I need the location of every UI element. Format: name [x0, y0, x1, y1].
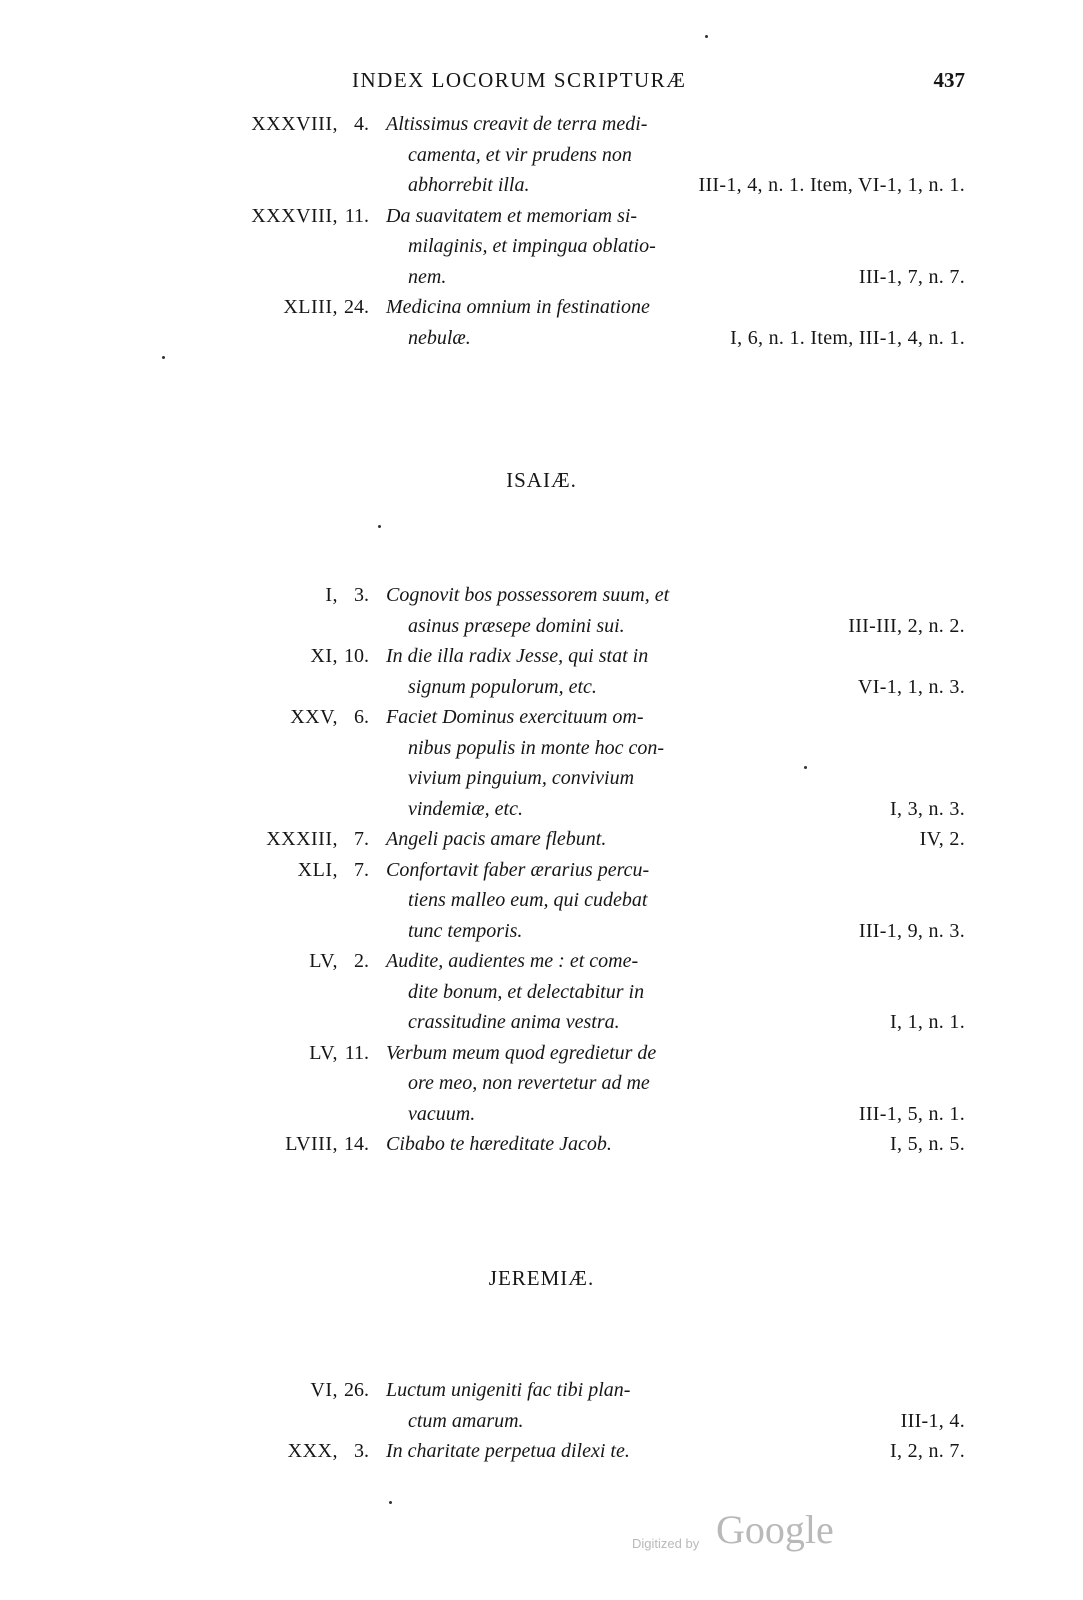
- entry-line: [0, 767, 1083, 798]
- quotation-text: milaginis, et impingua oblatio-: [408, 235, 656, 257]
- index-entry: [0, 1440, 1083, 1471]
- verse-number: 6.: [354, 706, 369, 728]
- index-entry: [0, 296, 1083, 357]
- watermark-small-text: Digitized by: [632, 1536, 700, 1551]
- entry-line: [0, 1379, 1083, 1410]
- index-entry: [0, 1379, 1083, 1440]
- running-header: [0, 68, 1083, 98]
- citation-reference: III-1, 7, n. 7.: [858, 265, 965, 288]
- quotation-text: camenta, et vir prudens non: [408, 143, 632, 166]
- scan-speck: [162, 356, 165, 359]
- quotation-text: Confortavit faber ærarius percu-: [386, 858, 650, 881]
- entry-line: [0, 174, 1083, 205]
- chapter-ref: LV,: [309, 950, 338, 972]
- entry-line: [0, 205, 1083, 236]
- chapter-ref: XXXIII,: [266, 828, 338, 850]
- chapter-ref: I,: [325, 584, 338, 606]
- quotation-text: Verbum meum quod egredietur de: [386, 1041, 657, 1064]
- verse-number: 4.: [354, 113, 369, 135]
- index-entry: [0, 645, 1083, 706]
- entry-line: [0, 981, 1083, 1012]
- citation-reference: IV, 2.: [919, 828, 965, 850]
- citation-reference: III-1, 4.: [900, 1409, 965, 1432]
- quotation-text: tiens malleo eum, qui cudebat: [408, 889, 648, 911]
- entry-line: [0, 615, 1083, 646]
- quotation-text: Da suavitatem et memoriam si-: [386, 204, 638, 227]
- section-heading: JEREMIÆ.: [488, 1266, 595, 1290]
- citation-reference: I, 3, n. 3.: [890, 797, 965, 820]
- quotation-text: nebulæ.: [408, 326, 471, 349]
- quotation-text: Faciet Dominus exercituum om-: [386, 706, 644, 728]
- entry-line: [0, 706, 1083, 737]
- verse-number: 11.: [344, 204, 369, 227]
- quotation-text: nem.: [408, 265, 447, 288]
- quotation-text: nibus populis in monte hoc con-: [408, 736, 665, 759]
- entry-line: [0, 676, 1083, 707]
- section-jeremiae-entries: [0, 1379, 1083, 1471]
- entry-line: [0, 266, 1083, 297]
- quotation-text: dite bonum, et delectabitur in: [408, 980, 645, 1003]
- watermark-logo-text: Google: [716, 1507, 834, 1552]
- quotation-text: In charitate perpetua dilexi te.: [386, 1440, 630, 1462]
- entry-line: [0, 859, 1083, 890]
- entry-line: [0, 113, 1083, 144]
- index-entry: [0, 1133, 1083, 1164]
- entry-line: [0, 327, 1083, 358]
- index-entry: [0, 584, 1083, 645]
- entry-line: [0, 645, 1083, 676]
- quotation-text: signum populorum, etc.: [408, 675, 597, 698]
- entry-line: [0, 296, 1083, 327]
- entry-line: [0, 1133, 1083, 1164]
- quotation-text: asinus præsepe domini sui.: [408, 614, 625, 637]
- entry-line: [0, 235, 1083, 266]
- quotation-text: Medicina omnium in festinatione: [386, 296, 650, 318]
- index-entry: [0, 205, 1083, 297]
- chapter-ref: XI,: [310, 645, 338, 667]
- chapter-ref: XXXVIII,: [251, 204, 338, 227]
- entry-line: [0, 1042, 1083, 1073]
- scan-speck: [804, 766, 807, 769]
- verse-number: 24.: [344, 296, 369, 318]
- entry-line: [0, 798, 1083, 829]
- chapter-ref: XXX,: [287, 1440, 338, 1462]
- entry-line: [0, 584, 1083, 615]
- scan-speck: [705, 35, 708, 38]
- index-entry: [0, 113, 1083, 205]
- entry-line: [0, 1440, 1083, 1471]
- quotation-text: ctum amarum.: [408, 1409, 524, 1432]
- entry-list: [0, 113, 1083, 357]
- verse-number: 10.: [344, 645, 369, 667]
- verse-number: 2.: [354, 950, 369, 972]
- entry-line: [0, 1103, 1083, 1134]
- quotation-text: In die illa radix Jesse, qui stat in: [386, 645, 649, 667]
- quotation-text: abhorrebit illa.: [408, 174, 530, 196]
- running-title: INDEX LOCORUM SCRIPTURÆ: [352, 68, 687, 92]
- scan-speck: [378, 525, 381, 528]
- entry-line: [0, 144, 1083, 175]
- verse-number: 7.: [354, 858, 369, 881]
- citation-reference: VI-1, 1, n. 3.: [858, 675, 965, 698]
- entry-list: [0, 1379, 1083, 1471]
- quotation-text: tunc temporis.: [408, 919, 523, 942]
- citation-reference: I, 6, n. 1. Item, III-1, 4, n. 1.: [730, 326, 965, 349]
- entry-line: [0, 1011, 1083, 1042]
- citation-reference: III-1, 4, n. 1. Item, VI-1, 1, n. 1.: [698, 174, 965, 196]
- chapter-ref: XLIII,: [283, 296, 338, 318]
- entry-list: [0, 584, 1083, 1164]
- entry-line: [0, 1072, 1083, 1103]
- index-entry: [0, 828, 1083, 859]
- chapter-ref: XXV,: [290, 706, 338, 728]
- section-continuation: [0, 113, 1083, 357]
- entry-line: [0, 1410, 1083, 1441]
- index-entry: [0, 950, 1083, 1042]
- chapter-ref: VI,: [310, 1379, 338, 1401]
- citation-reference: I, 2, n. 7.: [890, 1440, 965, 1462]
- quotation-text: Altissimus creavit de terra medi-: [386, 113, 648, 135]
- quotation-text: vivium pinguium, convivium: [408, 767, 635, 789]
- citation-reference: III-1, 5, n. 1.: [858, 1102, 965, 1125]
- verse-number: 7.: [354, 828, 369, 850]
- chapter-ref: LV,: [309, 1041, 338, 1064]
- section-heading: ISAIÆ.: [506, 468, 577, 492]
- entry-line: [0, 889, 1083, 920]
- chapter-ref: XLI,: [297, 858, 338, 881]
- quotation-text: Cognovit bos possessorem suum, et: [386, 584, 670, 606]
- verse-number: 26.: [344, 1379, 369, 1401]
- index-entry: [0, 1042, 1083, 1134]
- quotation-text: vindemiæ, etc.: [408, 797, 523, 820]
- index-entry: [0, 859, 1083, 951]
- verse-number: 14.: [344, 1133, 369, 1155]
- quotation-text: crassitudine anima vestra.: [408, 1011, 620, 1033]
- quotation-text: vacuum.: [408, 1102, 476, 1125]
- citation-reference: I, 1, n. 1.: [890, 1011, 965, 1033]
- entry-line: [0, 737, 1083, 768]
- chapter-ref: LVIII,: [285, 1133, 338, 1155]
- quotation-text: ore meo, non revertetur ad me: [408, 1072, 650, 1094]
- section-isaiae-entries: [0, 584, 1083, 1164]
- entry-line: [0, 950, 1083, 981]
- index-entry: [0, 706, 1083, 828]
- quotation-text: Cibabo te hæreditate Jacob.: [386, 1133, 612, 1155]
- entry-line: [0, 920, 1083, 951]
- citation-reference: III-1, 9, n. 3.: [858, 919, 965, 942]
- citation-reference: I, 5, n. 5.: [890, 1133, 965, 1155]
- entry-line: [0, 828, 1083, 859]
- quotation-text: Audite, audientes me : et come-: [386, 950, 639, 972]
- verse-number: 3.: [354, 1440, 369, 1462]
- quotation-text: Angeli pacis amare flebunt.: [386, 828, 607, 850]
- scan-speck: [389, 1501, 392, 1504]
- chapter-ref: XXXVIII,: [251, 113, 338, 135]
- digitized-watermark: [632, 1506, 872, 1566]
- citation-reference: III-III, 2, n. 2.: [848, 614, 965, 637]
- verse-number: 3.: [354, 584, 369, 606]
- quotation-text: Luctum unigeniti fac tibi plan-: [386, 1379, 631, 1401]
- verse-number: 11.: [344, 1041, 369, 1064]
- page-number: 437: [933, 68, 965, 92]
